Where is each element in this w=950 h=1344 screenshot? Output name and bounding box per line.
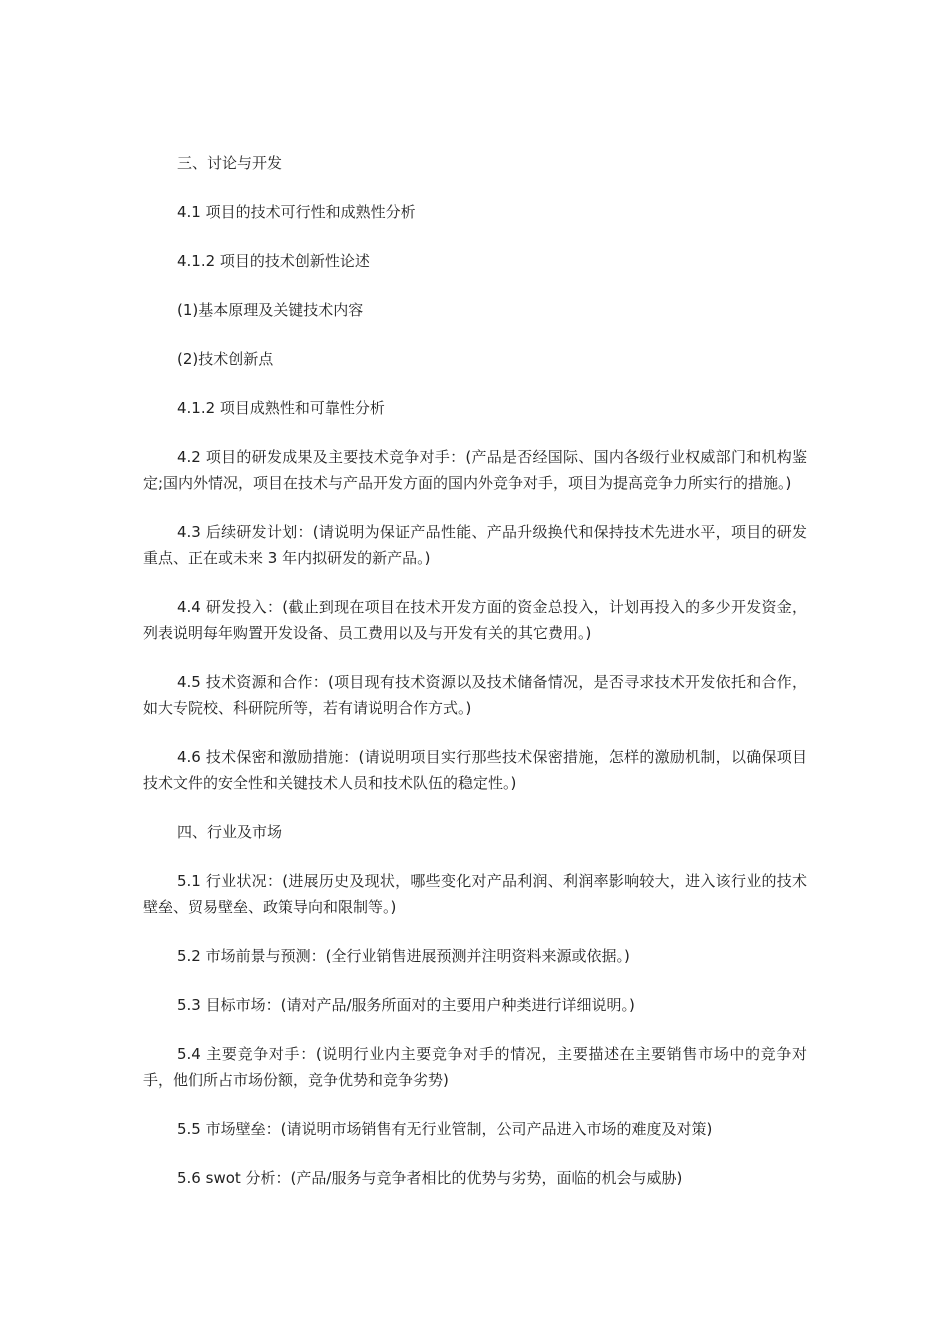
paragraph-5-1: 5.1 行业状况：(进展历史及现状，哪些变化对产品利润、利润率影响较大，进入该行业的技术壁垒、贸易壁垒、政策导向和限制等。) [143, 872, 807, 916]
paragraph-innovation-points: (2)技术创新点 [177, 350, 274, 368]
paragraph-4-1-2-innovation: 4.1.2 项目的技术创新性论述 [177, 252, 370, 270]
paragraph-4-5: 4.5 技术资源和合作：(项目现有技术资源以及技术储备情况，是否寻求技术开发依托和合作，如大专院校、科研院所等，若有请说明合作方式。) [143, 673, 807, 717]
section-heading-industry: 四、行业及市场 [177, 823, 283, 841]
paragraph-5-6: 5.6 swot 分析：(产品/服务与竞争者相比的优势与劣势，面临的机会与威胁) [177, 1169, 683, 1187]
paragraph-5-4: 5.4 主要竞争对手：(说明行业内主要竞争对手的情况，主要描述在主要销售市场中的竞争对手，他们所占市场份额，竞争优势和竞争劣势) [143, 1045, 807, 1089]
paragraph-4-6: 4.6 技术保密和激励措施：(请说明项目实行那些技术保密措施，怎样的激励机制，以确保项目技术文件的安全性和关键技术人员和技术队伍的稳定性。) [143, 748, 807, 792]
paragraph-4-3: 4.3 后续研发计划：(请说明为保证产品性能、产品升级换代和保持技术先进水平，项目的研发重点、正在或未来 3 年内拟研发的新产品。) [143, 523, 807, 567]
paragraph-4-1: 4.1 项目的技术可行性和成熟性分析 [177, 203, 416, 221]
paragraph-4-1-2-maturity: 4.1.2 项目成熟性和可靠性分析 [177, 399, 385, 417]
paragraph-principles: (1)基本原理及关键技术内容 [177, 301, 364, 319]
section-heading-discussion: 三、讨论与开发 [177, 154, 283, 172]
paragraph-4-2: 4.2 项目的研发成果及主要技术竞争对手：(产品是否经国际、国内各级行业权威部门和机构鉴定;国内外情况，项目在技术与产品开发方面的国内外竞争对手，项目为提高竞争力所实行的措施。) [143, 448, 807, 492]
paragraph-5-5: 5.5 市场壁垒：(请说明市场销售有无行业管制，公司产品进入市场的难度及对策) [177, 1120, 713, 1138]
paragraph-5-3: 5.3 目标市场：(请对产品/服务所面对的主要用户种类进行详细说明。) [177, 996, 635, 1014]
paragraph-5-2: 5.2 市场前景与预测：(全行业销售进展预测并注明资料来源或依据。) [177, 947, 630, 965]
paragraph-4-4: 4.4 研发投入：(截止到现在项目在技术开发方面的资金总投入，计划再投入的多少开发资金，列表说明每年购置开发设备、员工费用以及与开发有关的其它费用。) [143, 598, 807, 642]
document-body [143, 150, 807, 1214]
